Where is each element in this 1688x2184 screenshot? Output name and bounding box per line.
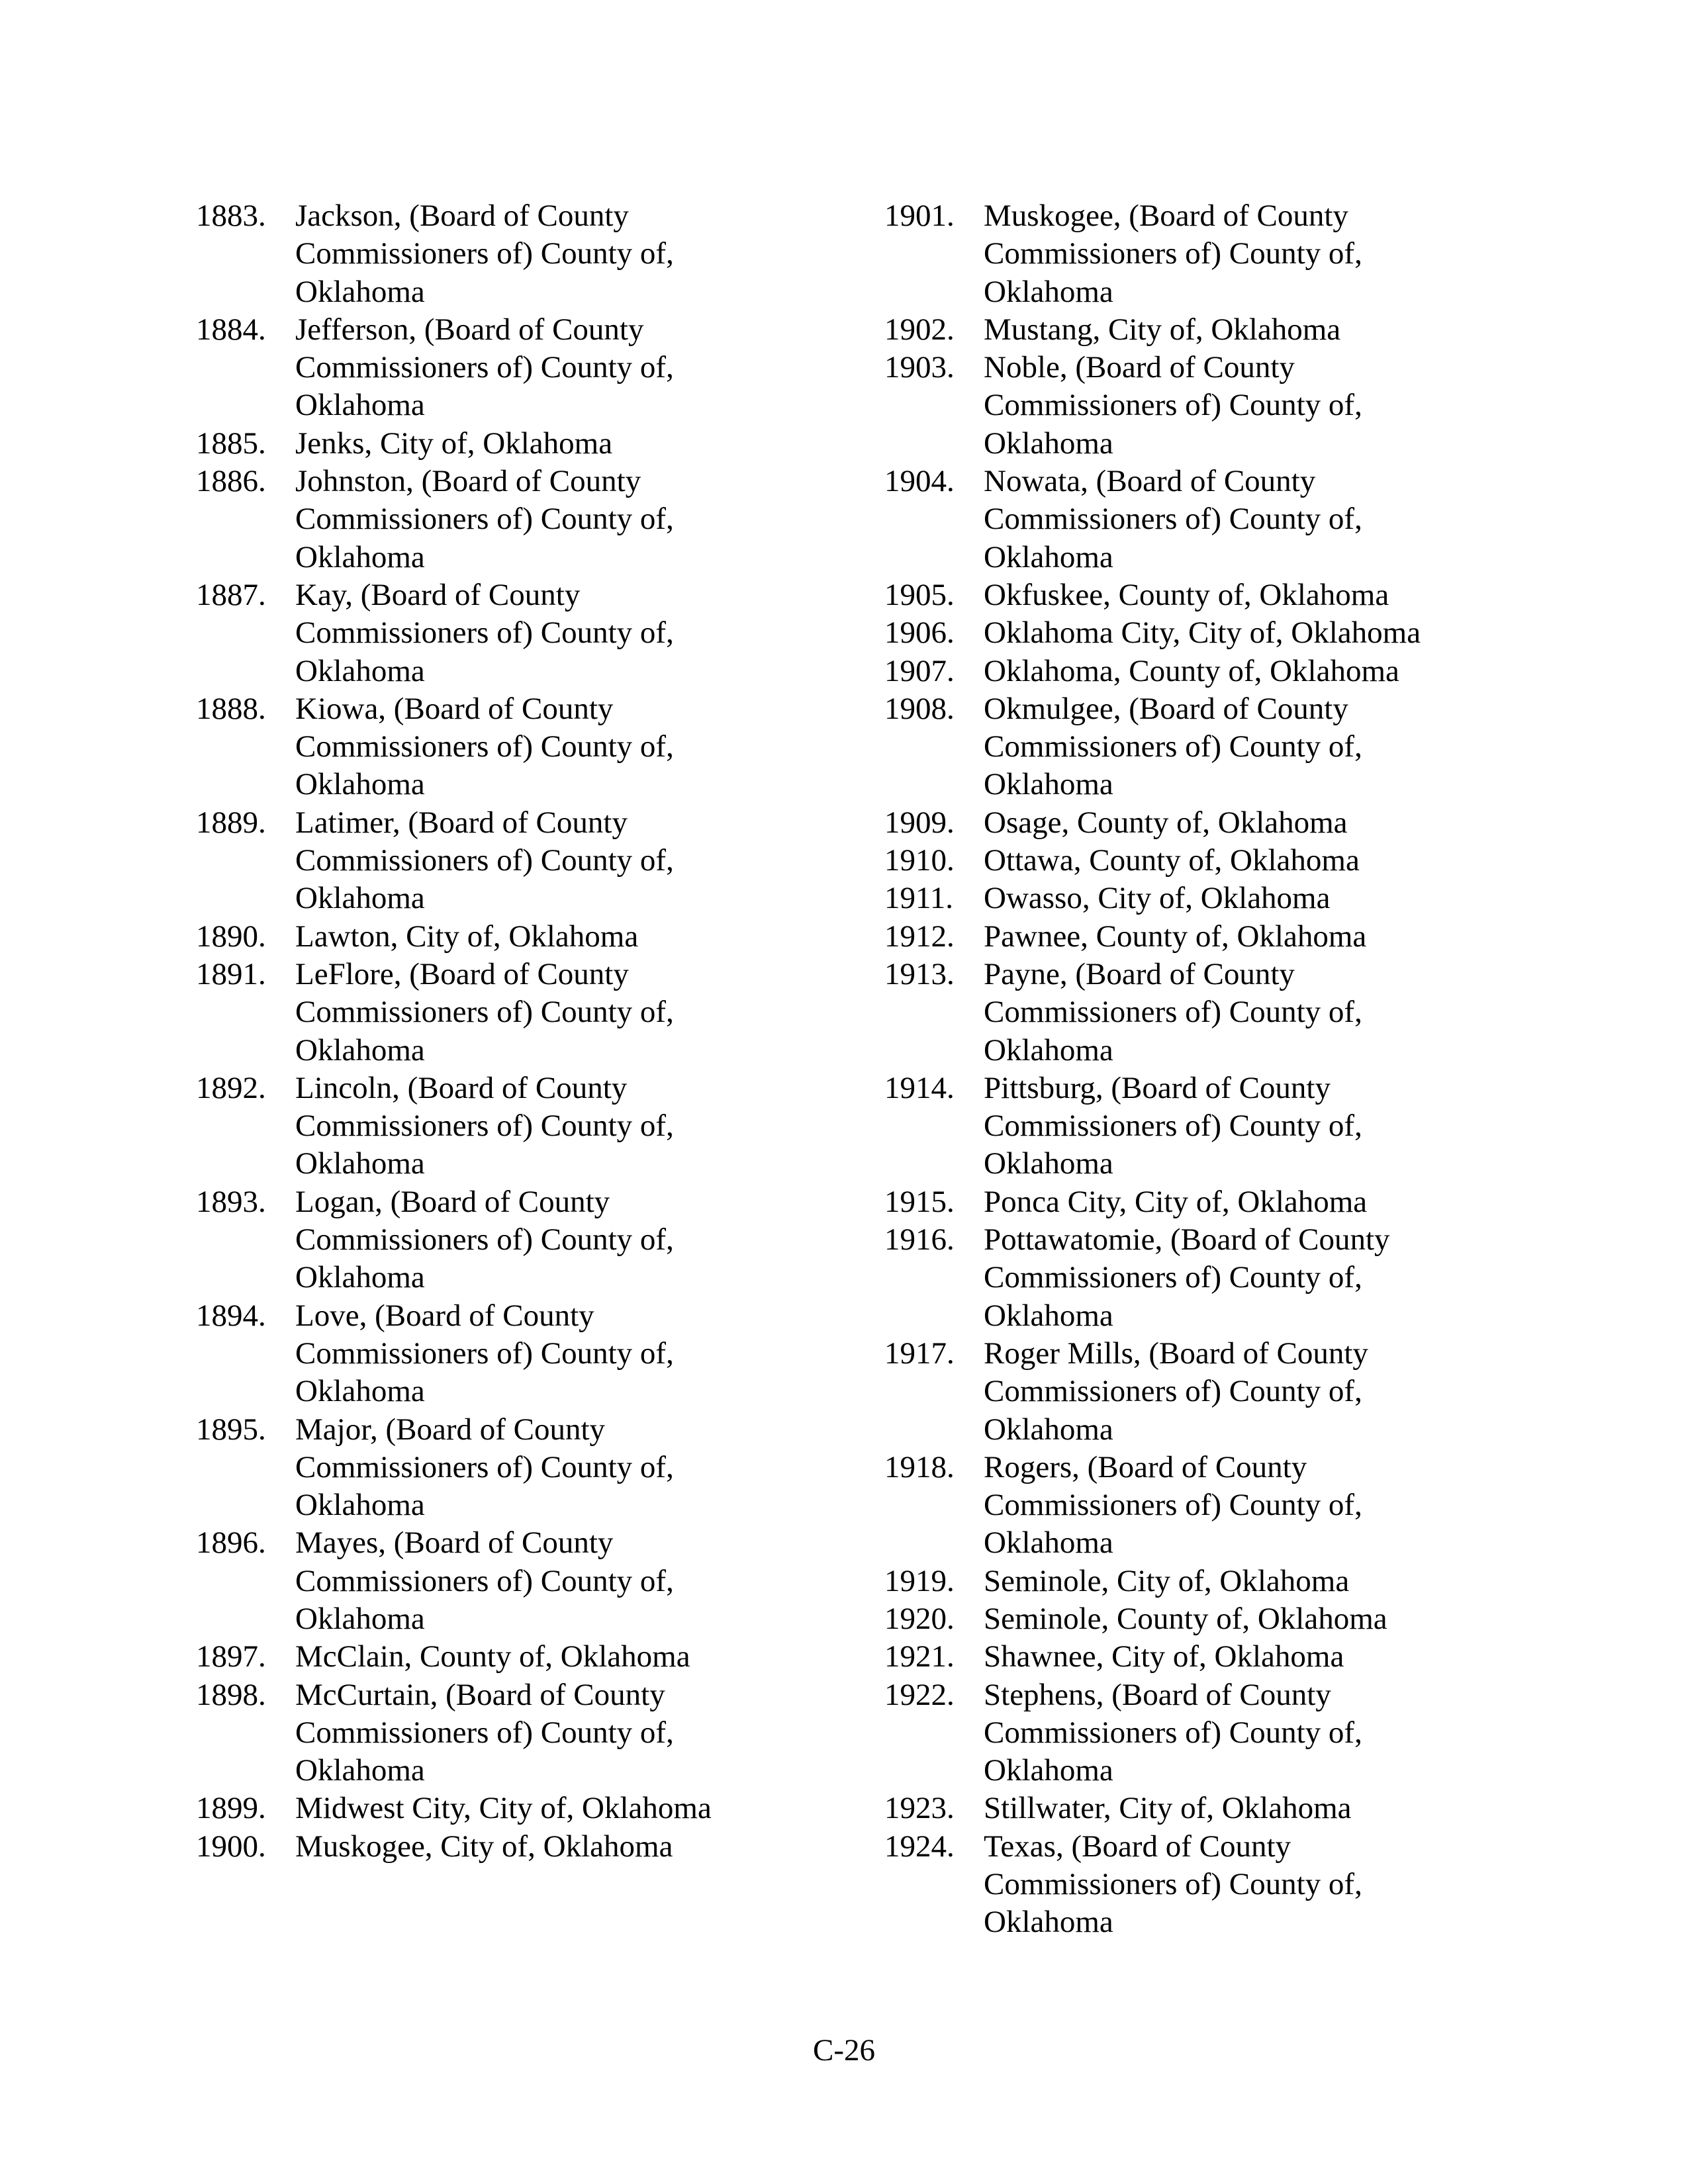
- entry-text-line: Oklahoma, County of, Oklahoma: [984, 653, 1399, 688]
- entry-number: 1889.: [196, 805, 266, 840]
- list-item: [196, 311, 858, 425]
- entry-text: [295, 1524, 772, 1638]
- entry-text-line: Oklahoma: [984, 1412, 1113, 1447]
- list-item: [196, 1297, 858, 1411]
- entry-text: [295, 463, 772, 576]
- entry-text-line: Pawnee, County of, Oklahoma: [984, 919, 1367, 954]
- entry-text: [295, 1069, 772, 1183]
- entry-number: 1899.: [196, 1791, 266, 1826]
- entry-number: 1901.: [884, 199, 955, 233]
- entry-number: 1921.: [884, 1639, 955, 1674]
- entry-number: 1897.: [196, 1639, 266, 1674]
- entry-number: 1918.: [884, 1449, 955, 1484]
- entry-number: 1900.: [196, 1829, 266, 1864]
- entry-text: [295, 1676, 772, 1790]
- entry-list-left-column: [196, 197, 858, 1866]
- list-item: [884, 1638, 1546, 1676]
- entry-text-line: Oklahoma: [295, 539, 425, 574]
- entry-text-line: Commissioners of) County of,: [984, 1374, 1362, 1409]
- entry-text-line: Mayes, (Board of County: [295, 1525, 614, 1561]
- entry-text-line: Muskogee, (Board of County: [984, 199, 1348, 233]
- entry-number: 1894.: [196, 1298, 266, 1333]
- list-item: [884, 804, 1546, 842]
- entry-text-line: Oklahoma: [295, 1260, 425, 1295]
- entry-text-line: Pittsburg, (Board of County: [984, 1070, 1331, 1105]
- entry-text: [295, 918, 772, 956]
- entry-text: [984, 1828, 1460, 1942]
- entry-text-line: Oklahoma: [984, 1525, 1113, 1561]
- list-item: [884, 842, 1546, 880]
- list-item: [884, 576, 1546, 614]
- entry-number: 1885.: [196, 426, 266, 461]
- entry-text-line: Commissioners of) County of,: [295, 843, 674, 878]
- list-item: [884, 614, 1546, 652]
- entry-text-line: Oklahoma: [295, 1601, 425, 1636]
- entry-text: [984, 956, 1460, 1069]
- entry-text: [295, 1297, 772, 1411]
- list-item: [196, 1411, 858, 1525]
- list-item: [884, 1790, 1546, 1827]
- entry-text-line: Oklahoma: [984, 1753, 1113, 1788]
- entry-text-line: Commissioners of) County of,: [295, 1222, 674, 1257]
- entry-number: 1898.: [196, 1677, 266, 1712]
- entry-number: 1890.: [196, 919, 266, 954]
- entry-text-line: Kiowa, (Board of County: [295, 691, 614, 726]
- list-item: [196, 918, 858, 956]
- entry-text-line: Noble, (Board of County: [984, 350, 1295, 385]
- entry-text-line: Roger Mills, (Board of County: [984, 1336, 1368, 1371]
- entry-text-line: Okfuskee, County of, Oklahoma: [984, 577, 1389, 612]
- entry-text-line: Commissioners of) County of,: [295, 236, 674, 271]
- entry-text-line: Commissioners of) County of,: [295, 1336, 674, 1371]
- list-item: [196, 1828, 858, 1866]
- entry-text-line: Oklahoma: [295, 1488, 425, 1523]
- entry-number: 1915.: [884, 1184, 955, 1219]
- list-item: [196, 576, 858, 690]
- entry-text-line: Johnston, (Board of County: [295, 464, 641, 499]
- entry-text-line: Payne, (Board of County: [984, 956, 1295, 991]
- entry-text-line: Oklahoma: [295, 1032, 425, 1068]
- list-item: [196, 690, 858, 804]
- list-item: [884, 1183, 1546, 1221]
- entry-text-line: McCurtain, (Board of County: [295, 1677, 665, 1712]
- entry-number: 1912.: [884, 919, 955, 954]
- list-item: [884, 956, 1546, 1069]
- entry-text-line: Jackson, (Board of County: [295, 199, 629, 233]
- entry-text: [295, 197, 772, 311]
- entry-number: 1893.: [196, 1184, 266, 1219]
- list-item: [884, 1449, 1546, 1563]
- entry-number: 1906.: [884, 615, 955, 651]
- entry-text-line: Commissioners of) County of,: [295, 615, 674, 651]
- list-item: [884, 1828, 1546, 1942]
- entry-text-line: Nowata, (Board of County: [984, 464, 1316, 499]
- entry-text-line: Commissioners of) County of,: [984, 1488, 1362, 1523]
- list-item: [884, 311, 1546, 349]
- entry-text: [295, 1790, 772, 1827]
- entry-text: [984, 690, 1460, 804]
- entry-list-right-column: [884, 197, 1546, 1942]
- list-item: [884, 1600, 1546, 1638]
- entry-number: 1911.: [884, 881, 954, 916]
- entry-number: 1895.: [196, 1412, 266, 1447]
- entry-text-line: Jenks, City of, Oklahoma: [295, 426, 613, 461]
- entry-number: 1902.: [884, 312, 955, 347]
- list-item: [884, 1676, 1546, 1790]
- entry-text-line: Oklahoma: [295, 1374, 425, 1409]
- entry-text-line: Commissioners of) County of,: [984, 1109, 1362, 1144]
- entry-text-line: McClain, County of, Oklahoma: [295, 1639, 690, 1674]
- entry-text: [984, 311, 1460, 349]
- entry-text: [295, 804, 772, 918]
- entry-number: 1905.: [884, 577, 955, 612]
- list-item: [884, 197, 1546, 311]
- entry-text-line: Commissioners of) County of,: [984, 995, 1362, 1030]
- entry-number: 1888.: [196, 691, 266, 726]
- entry-text-line: Oklahoma: [984, 767, 1113, 802]
- entry-text-line: Oklahoma: [984, 1032, 1113, 1068]
- list-item: [196, 463, 858, 576]
- entry-text-line: Texas, (Board of County: [984, 1829, 1291, 1864]
- entry-text-line: Oklahoma: [295, 653, 425, 688]
- entry-number: 1907.: [884, 653, 955, 688]
- entry-text-line: Commissioners of) County of,: [295, 729, 674, 764]
- entry-text: [984, 197, 1460, 311]
- entry-text-line: Midwest City, City of, Oklahoma: [295, 1791, 712, 1826]
- entry-text: [984, 1069, 1460, 1183]
- entry-text: [295, 1411, 772, 1525]
- entry-number: 1904.: [884, 464, 955, 499]
- list-item: [196, 1676, 858, 1790]
- entry-text: [295, 425, 772, 463]
- entry-text-line: Oklahoma: [295, 274, 425, 309]
- entry-text-line: Major, (Board of County: [295, 1412, 606, 1447]
- entry-text-line: Commissioners of) County of,: [295, 1563, 674, 1598]
- entry-text-line: Commissioners of) County of,: [984, 236, 1362, 271]
- list-item: [884, 1563, 1546, 1600]
- entry-number: 1924.: [884, 1829, 955, 1864]
- entry-text: [984, 1676, 1460, 1790]
- list-item: [196, 1638, 858, 1676]
- entry-text-line: Love, (Board of County: [295, 1298, 594, 1333]
- entry-number: 1896.: [196, 1525, 266, 1561]
- entry-text-line: Commissioners of) County of,: [295, 502, 674, 537]
- entry-text: [984, 1449, 1460, 1563]
- entry-number: 1916.: [884, 1222, 955, 1257]
- entry-text: [984, 804, 1460, 842]
- list-item: [196, 425, 858, 463]
- entry-text: [984, 1221, 1460, 1335]
- entry-text-line: Commissioners of) County of,: [295, 1715, 674, 1750]
- list-item: [196, 956, 858, 1069]
- list-item: [196, 197, 858, 311]
- entry-number: 1884.: [196, 312, 266, 347]
- entry-number: 1891.: [196, 956, 266, 991]
- entry-text-line: Oklahoma: [295, 767, 425, 802]
- entry-text-line: Commissioners of) County of,: [984, 729, 1362, 764]
- entry-text: [984, 1335, 1460, 1449]
- entry-text-line: Oklahoma: [984, 274, 1113, 309]
- entry-text: [984, 463, 1460, 576]
- entry-number: 1923.: [884, 1791, 955, 1826]
- entry-number: 1892.: [196, 1070, 266, 1105]
- entry-text-line: Ponca City, City of, Oklahoma: [984, 1184, 1368, 1219]
- entry-text-line: Seminole, City of, Oklahoma: [984, 1563, 1350, 1598]
- entry-text: [984, 842, 1460, 880]
- entry-text-line: Commissioners of) County of,: [984, 1867, 1362, 1902]
- entry-text-line: Oklahoma City, City of, Oklahoma: [984, 615, 1421, 651]
- entry-text-line: Lincoln, (Board of County: [295, 1070, 628, 1105]
- entry-text-line: Oklahoma: [295, 1753, 425, 1788]
- entry-text-line: Rogers, (Board of County: [984, 1449, 1307, 1484]
- entry-number: 1903.: [884, 350, 955, 385]
- entry-text-line: Shawnee, City of, Oklahoma: [984, 1639, 1344, 1674]
- entry-text-line: Oklahoma: [984, 1146, 1113, 1181]
- entry-text-line: Lawton, City of, Oklahoma: [295, 919, 639, 954]
- list-item: [196, 1183, 858, 1297]
- entry-number: 1887.: [196, 577, 266, 612]
- entry-number: 1909.: [884, 805, 955, 840]
- list-item: [884, 918, 1546, 956]
- entry-text-line: Commissioners of) County of,: [984, 1715, 1362, 1750]
- entry-text: [295, 576, 772, 690]
- entry-text-line: Commissioners of) County of,: [984, 1260, 1362, 1295]
- entry-text: [295, 956, 772, 1069]
- entry-number: 1920.: [884, 1601, 955, 1636]
- entry-text-line: Logan, (Board of County: [295, 1184, 610, 1219]
- entry-text-line: Ottawa, County of, Oklahoma: [984, 843, 1360, 878]
- entry-text-line: Jefferson, (Board of County: [295, 312, 644, 347]
- entry-text-line: Muskogee, City of, Oklahoma: [295, 1829, 673, 1864]
- entry-text-line: Latimer, (Board of County: [295, 805, 628, 840]
- entry-text-line: Oklahoma: [295, 1146, 425, 1181]
- entry-text: [295, 690, 772, 804]
- entry-text-line: Commissioners of) County of,: [295, 1109, 674, 1144]
- list-item: [884, 349, 1546, 463]
- entry-text-line: Oklahoma: [984, 426, 1113, 461]
- entry-text-line: Kay, (Board of County: [295, 577, 581, 612]
- list-item: [196, 1524, 858, 1638]
- list-item: [884, 1221, 1546, 1335]
- entry-text-line: Stephens, (Board of County: [984, 1677, 1331, 1712]
- entry-text-line: Oklahoma: [984, 539, 1113, 574]
- entry-number: 1910.: [884, 843, 955, 878]
- entry-text: [984, 1563, 1460, 1600]
- entry-number: 1913.: [884, 956, 955, 991]
- entry-text: [984, 1600, 1460, 1638]
- entry-text-line: Commissioners of) County of,: [295, 350, 674, 385]
- entry-text: [984, 349, 1460, 463]
- entry-text-line: Seminole, County of, Oklahoma: [984, 1601, 1387, 1636]
- entry-text-line: Commissioners of) County of,: [984, 388, 1362, 423]
- page-number: C-26: [813, 2033, 875, 2068]
- entry-number: 1886.: [196, 464, 266, 499]
- entry-text-line: Oklahoma: [295, 388, 425, 423]
- entry-text-line: Commissioners of) County of,: [295, 1449, 674, 1484]
- entry-text-line: Mustang, City of, Oklahoma: [984, 312, 1341, 347]
- list-item: [196, 1069, 858, 1183]
- entry-text: [295, 1638, 772, 1676]
- entry-text: [295, 1183, 772, 1297]
- entry-text-line: LeFlore, (Board of County: [295, 956, 629, 991]
- entry-text: [984, 1638, 1460, 1676]
- list-item: [884, 690, 1546, 804]
- entry-number: 1919.: [884, 1563, 955, 1598]
- entry-text: [295, 1828, 772, 1866]
- list-item: [884, 1335, 1546, 1449]
- entry-text: [984, 1790, 1460, 1827]
- entry-number: 1908.: [884, 691, 955, 726]
- entry-text-line: Commissioners of) County of,: [984, 502, 1362, 537]
- entry-text: [984, 576, 1460, 614]
- entry-text-line: Okmulgee, (Board of County: [984, 691, 1348, 726]
- entry-text-line: Osage, County of, Oklahoma: [984, 805, 1348, 840]
- entry-text-line: Oklahoma: [295, 881, 425, 916]
- entry-text: [984, 918, 1460, 956]
- entry-number: 1917.: [884, 1336, 955, 1371]
- entry-text-line: Pottawatomie, (Board of County: [984, 1222, 1390, 1257]
- list-item: [884, 463, 1546, 576]
- entry-text-line: Oklahoma: [984, 1298, 1113, 1333]
- entry-number: 1914.: [884, 1070, 955, 1105]
- entry-text: [984, 653, 1460, 690]
- entry-text-line: Commissioners of) County of,: [295, 995, 674, 1030]
- entry-number: 1922.: [884, 1677, 955, 1712]
- entry-number: 1883.: [196, 199, 266, 233]
- list-item: [884, 880, 1546, 917]
- list-item: [196, 804, 858, 918]
- entry-text: [984, 614, 1460, 652]
- entry-text: [984, 880, 1460, 917]
- entry-text-line: Oklahoma: [984, 1905, 1113, 1940]
- list-item: [884, 1069, 1546, 1183]
- entry-text-line: Owasso, City of, Oklahoma: [984, 881, 1331, 916]
- list-item: [884, 653, 1546, 690]
- list-item: [196, 1790, 858, 1827]
- entry-text: [295, 311, 772, 425]
- entry-text: [984, 1183, 1460, 1221]
- entry-text-line: Stillwater, City of, Oklahoma: [984, 1791, 1352, 1826]
